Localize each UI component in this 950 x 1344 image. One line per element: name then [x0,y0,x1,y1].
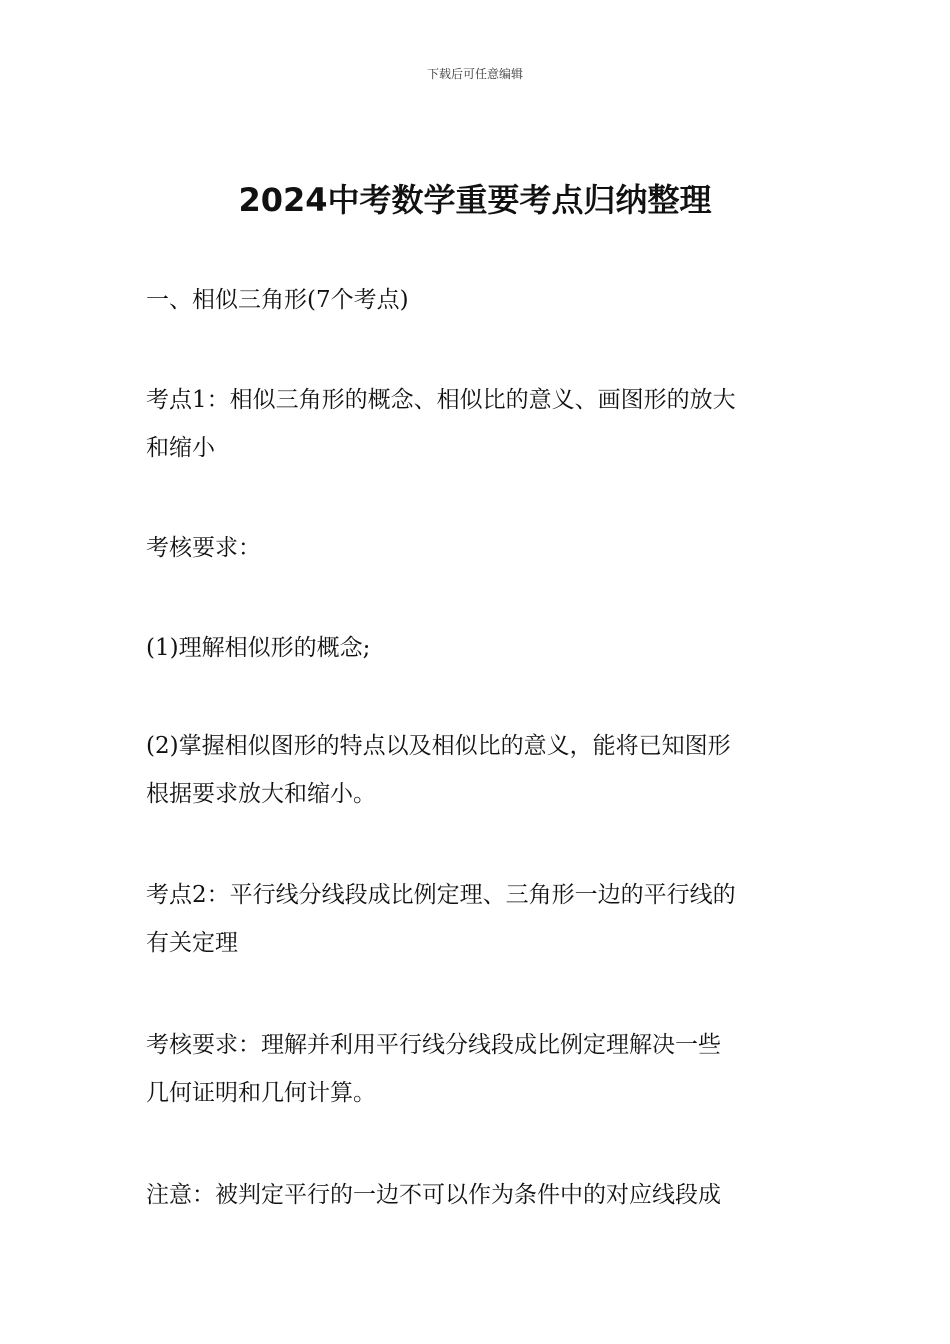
header-note: 下载后可任意编辑 [426,67,523,81]
requirements-label [146,524,806,572]
section-heading-similar-triangles [146,276,806,324]
paragraph-line: 有关定理 [146,930,238,956]
paragraph-line: 几何证明和几何计算。 [146,1080,376,1106]
point-1-heading [146,376,806,472]
paragraph-line: (2)掌握相似图形的特点以及相似比的意义，能将已知图形 [146,733,731,759]
point-2-requirements [146,1021,806,1117]
paragraph-line: 注意：被判定平行的一边不可以作为条件中的对应线段成 [146,1182,721,1208]
requirement-item-2 [146,722,806,818]
paragraph-line: 一、相似三角形(7个考点) [146,287,409,313]
point-2-heading [146,871,806,967]
paragraph-line: 考核要求：理解并利用平行线分线段成比例定理解决一些 [146,1032,721,1058]
paragraph-line: (1)理解相似形的概念; [146,635,371,661]
paragraph-line: 根据要求放大和缩小。 [146,781,376,807]
paragraph-line: 考核要求： [146,535,261,561]
paragraph-line: 和缩小 [146,435,215,461]
paragraph-line: 考点2：平行线分线段成比例定理、三角形一边的平行线的 [146,882,736,908]
paragraph-line: 考点1：相似三角形的概念、相似比的意义、画图形的放大 [146,387,736,413]
note-paragraph [146,1171,806,1219]
document-title: 2024中考数学重要考点归纳整理 [238,181,712,219]
requirement-item-1 [146,624,806,672]
